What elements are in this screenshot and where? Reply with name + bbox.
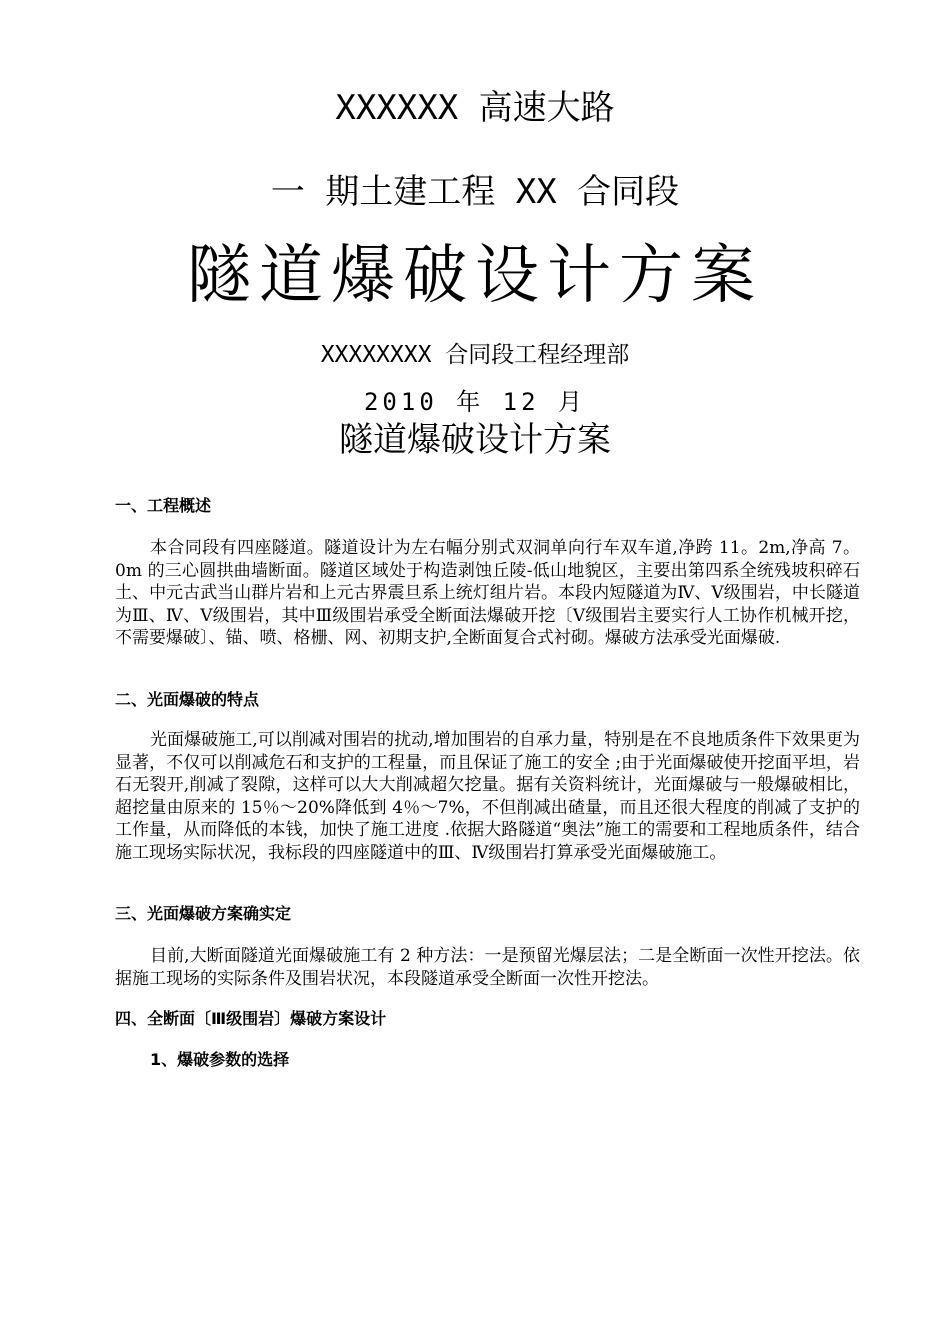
- section-heading: 一、工程概述: [115, 496, 212, 515]
- cover-line-2: 一 期土建工程 XX 合同段: [270, 172, 680, 212]
- section-heading: 四、全断面〔Ⅲ级围岩〕爆破方案设计: [115, 1009, 387, 1028]
- cover-line-1: XXXXXX 高速大路: [335, 88, 615, 128]
- section-heading: 三、光面爆破方案确实定: [115, 904, 292, 923]
- main-title: 隧道爆破设计方案: [187, 239, 763, 313]
- date: 2010 年 12 月: [363, 388, 587, 416]
- section-body: 光面爆破施工,可以削减对围岩的扰动,增加围岩的自承力量，特别是在不良地质条件下效果更为显著，不仅可以削减危石和支护的工程量，而且保证了施工的安全 ;由于光面爆破使开挖面平坦，岩石无裂开,削减了裂隙，这样可以大大削减超欠挖量。据有关资料统计，光面爆破与一般爆破相比，超挖量由原来的 15％～20%降低到 4％～7%，不但削减出碴量，而且还很大程度的削减了支护的工作量，从而降低的本钱，加快了施工进度 .依据大路隧道“奥法”施工的需要和工程地质条件，结合施工现场实际状况，我标段的四座隧道中的Ⅲ、Ⅳ级围岩打算承受光面爆破施工。: [115, 730, 860, 863]
- section-heading: 二、光面爆破的特点: [115, 690, 260, 709]
- section-body: 本合同段有四座隧道。隧道设计为左右幅分别式双洞单向行车双车道,净跨 11。2m,净高 7。0m 的三心圆拱曲墙断面。隧道区域处于构造剥蚀丘陵-低山地貌区，主要出第四系全统残坡积碎石土、中元古武当山群片岩和上元古界震旦系上统灯组片岩。本段内短隧道为Ⅳ、Ⅴ级围岩，中长隧道为Ⅲ、Ⅳ、Ⅴ级围岩，其中Ⅲ级围岩承受全断面法爆破开挖〔Ⅴ级围岩主要实行人工协作机械开挖，不需要爆破〕、锚、喷、格栅、网、初期支护,全断面复合式衬砌。爆破方法承受光面爆破.: [115, 538, 860, 649]
- document-title: 隧道爆破设计方案: [339, 420, 611, 460]
- organization: XXXXXXXX 合同段工程经理部: [320, 342, 630, 368]
- subsection-heading: 1、爆破参数的选择: [150, 1050, 290, 1069]
- section-body: 目前,大断面隧道光面爆破施工有 2 种方法：一是预留光爆层法；二是全断面一次性开挖法。依据施工现场的实际条件及围岩状况，本段隧道承受全断面一次性开挖法。: [115, 946, 860, 989]
